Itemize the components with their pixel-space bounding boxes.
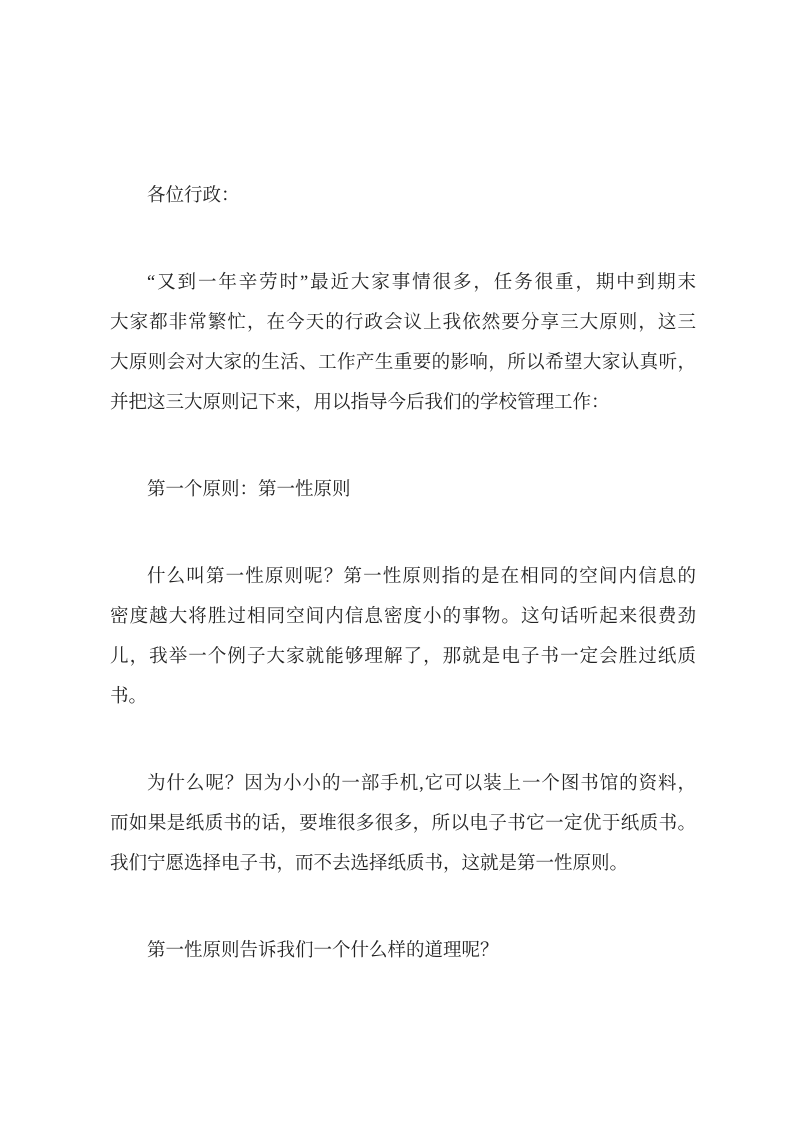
text-line: 密度越大将胜过相同空间内信息密度小的事物。这句话听起来很费劲 (110, 607, 696, 627)
paragraph (110, 931, 696, 971)
text-line: 什么叫第一性原则呢？第一性原则指的是在相同的空间内信息的 (147, 567, 696, 587)
paragraph (110, 263, 696, 423)
salutation (110, 176, 696, 216)
text-line: 第一性原则告诉我们一个什么样的道理呢？ (147, 941, 499, 961)
text-line: 儿，我举一个例子大家就能够理解了，那就是电子书一定会胜过纸质 (110, 647, 696, 667)
text-line: 我们宁愿选择电子书，而不去选择纸质书，这就是第一性原则。 (110, 854, 629, 874)
text-line: 并把这三大原则记下来，用以指导今后我们的学校管理工作： (110, 393, 610, 413)
text-line: 大原则会对大家的生活、工作产生重要的影响，所以希望大家认真听， (110, 353, 696, 373)
paragraph (110, 557, 696, 717)
text-line: 为什么呢？因为小小的一部手机,它可以装上一个图书馆的资料， (147, 774, 696, 794)
text-line: “又到一年辛劳时”最近大家事情很多，任务很重，期中到期末 (147, 273, 696, 293)
text-line: 而如果是纸质书的话，要堆很多很多，所以电子书它一定优于纸质书。 (110, 814, 696, 834)
text-line: 第一个原则：第一性原则 (147, 480, 351, 500)
text-line: 大家都非常繁忙，在今天的行政会议上我依然要分享三大原则，这三 (110, 313, 696, 333)
text-line: 书。 (110, 687, 148, 707)
section-heading (110, 470, 696, 510)
text-line: 各位行政： (147, 186, 240, 206)
paragraph (110, 764, 696, 884)
